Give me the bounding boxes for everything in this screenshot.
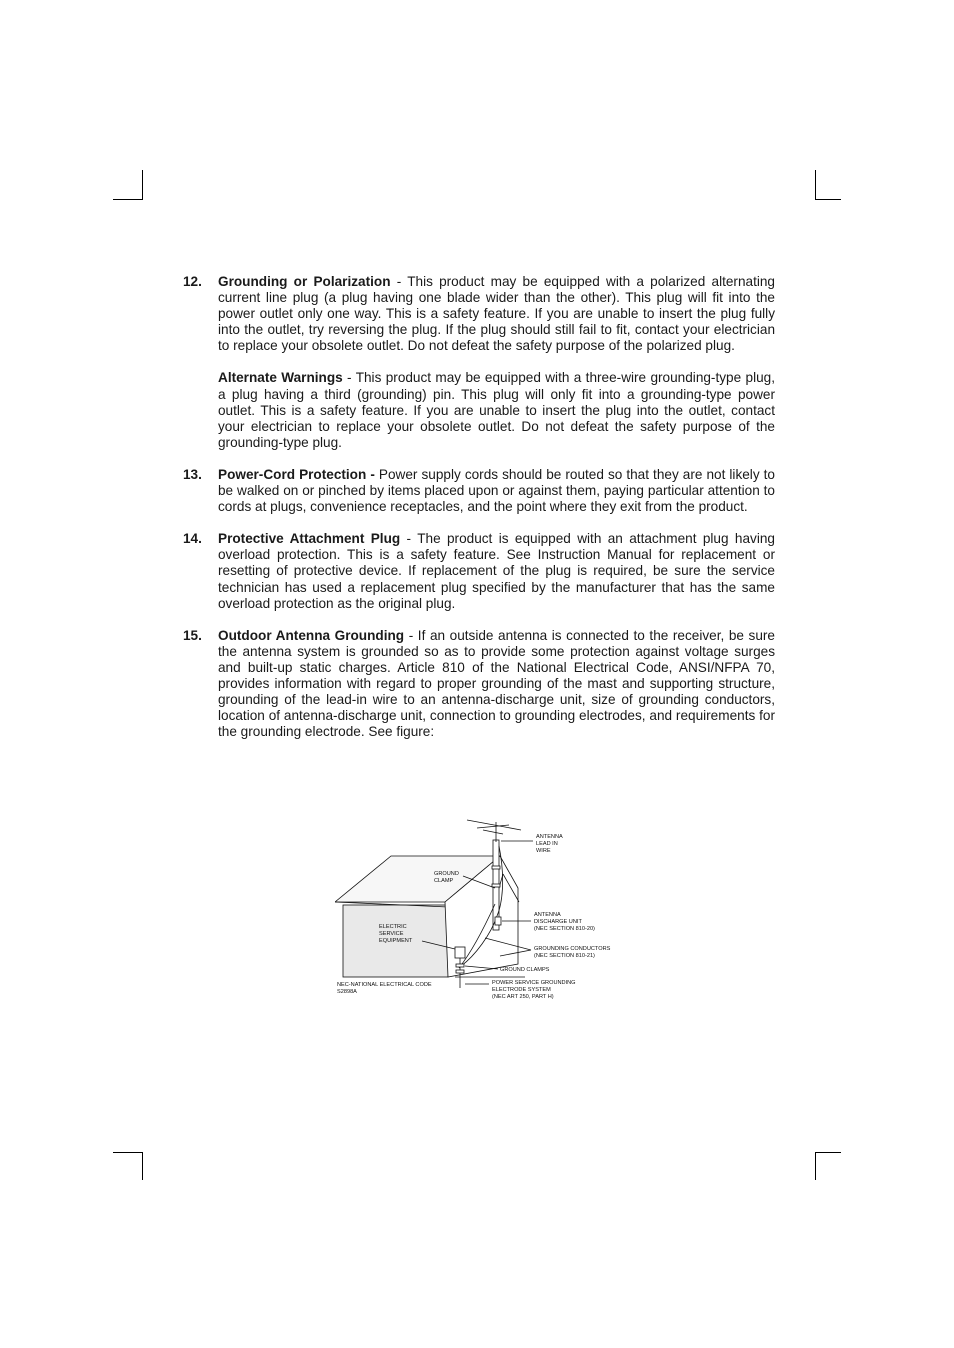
- item-number: 12.: [183, 274, 202, 289]
- safety-instructions: [183, 274, 775, 756]
- item-sub-text: - This product may be equipped with a three-wire grounding-type plug, a plug having a third (grounding) pin. This plug will only fit into a grounding-type power outlet. This is a safety feature. If you are unable to insert the plug into the outlet, contact your electrician to replace your obsolete outlet. Do not defeat the safety purpose of the grounding-type plug.: [218, 370, 775, 450]
- item-heading: Grounding or Polarization: [218, 274, 391, 289]
- item-paragraph: [218, 274, 775, 354]
- base-ground-clamp: [456, 964, 464, 967]
- label-ground-clamp: GROUND CLAMP: [434, 871, 459, 884]
- item-paragraph: [218, 628, 775, 741]
- mast-ground-clamp: [492, 884, 500, 887]
- item-heading: Protective Attachment Plug: [218, 531, 401, 547]
- label-grounding-conductors: GROUNDING CONDUCTORS (NEC SECTION 810-21): [534, 946, 611, 959]
- item-sub-heading: Alternate Warnings: [218, 370, 343, 386]
- item-paragraph: [218, 467, 775, 515]
- label-power-service-grounding: POWER SERVICE GROUNDING ELECTRODE SYSTEM (NEC ART 250, PART H): [492, 980, 576, 1000]
- item-number: 14.: [183, 531, 202, 547]
- label-nec-note: NEC-NATIONAL ELECTRICAL CODE S2898A: [337, 982, 432, 995]
- instruction-item-13: [183, 467, 775, 515]
- item-number: 13.: [183, 466, 202, 482]
- antenna-grounding-diagram: [335, 816, 625, 1008]
- item-heading: Outdoor Antenna Grounding: [218, 627, 405, 643]
- item-body: [218, 628, 775, 741]
- base-ground-clamp: [456, 970, 464, 973]
- item-number: 15.: [183, 627, 202, 643]
- item-text: - If an outside antenna is connected to the receiver, be sure the antenna system is grounded so as to provide some protection against voltage surges and built-up static charges. Article 810 of the National Electrical Code, ANSI/NFPA 70, provides information with regard to proper grounding of the mast and supporting structure, grounding of the lead-in wire to an antenna-discharge unit, size of grounding conductors, location of antenna-discharge unit, connection to grounding electrodes, and requirements for the grounding electrode. See figure:: [218, 627, 775, 740]
- antenna-element: [483, 830, 503, 834]
- crop-mark-top-left: [113, 170, 143, 200]
- item-text: - The product is equipped with an attachment plug having overload protection. This is a safety feature. See Instruction Manual for replacement or resetting of protective device. If replacement of the plug is required, be sure the service technician has used a replacement plug specified by the manufacturer that has the same overload protection as the original plug.: [218, 531, 775, 611]
- item-body: [218, 531, 775, 611]
- crop-mark-bottom-left: [113, 1152, 143, 1180]
- label-electric-service-equipment: ELECTRIC SERVICE EQUIPMENT: [379, 924, 413, 944]
- item-sub-paragraph: [218, 370, 775, 450]
- instruction-item-12: [183, 274, 775, 451]
- antenna-element: [467, 820, 521, 830]
- label-antenna-lead-in: ANTENNA LEAD IN WIRE: [536, 834, 563, 854]
- mast-ground-clamp: [492, 866, 500, 869]
- antenna-grounding-figure: [335, 816, 625, 1008]
- electric-service-box: [455, 947, 465, 958]
- item-text: Power supply cords should be routed so that they are not likely to be walked on or pinched by items placed upon or against them, paying particular attention to cords at plugs, convenience receptacles, and the point where they exit from the product.: [218, 466, 775, 515]
- crop-mark-top-right: [815, 170, 841, 200]
- label-ground-clamps: GROUND CLAMPS: [500, 967, 550, 973]
- instruction-item-14: [183, 531, 775, 611]
- item-body: [218, 467, 775, 515]
- instruction-item-15: [183, 628, 775, 741]
- item-text: - This product may be equipped with a polarized alternating current line plug (a plug having one blade wider than the other). This plug will fit into the power outlet only one way. This is a safety feature. If you are unable to insert the plug fully into the outlet, try reversing the plug. If the plug should still fail to fit, contact your electrician to replace your obsolete outlet. Do not defeat the safety purpose of the polarized plug.: [218, 274, 775, 354]
- item-body: [218, 274, 775, 451]
- item-heading: Power-Cord Protection -: [218, 466, 375, 482]
- crop-mark-bottom-right: [815, 1152, 841, 1180]
- label-antenna-discharge-unit: ANTENNA DISCHARGE UNIT (NEC SECTION 810-20): [534, 912, 595, 932]
- item-paragraph: [218, 531, 775, 611]
- antenna-discharge-unit: [495, 917, 501, 925]
